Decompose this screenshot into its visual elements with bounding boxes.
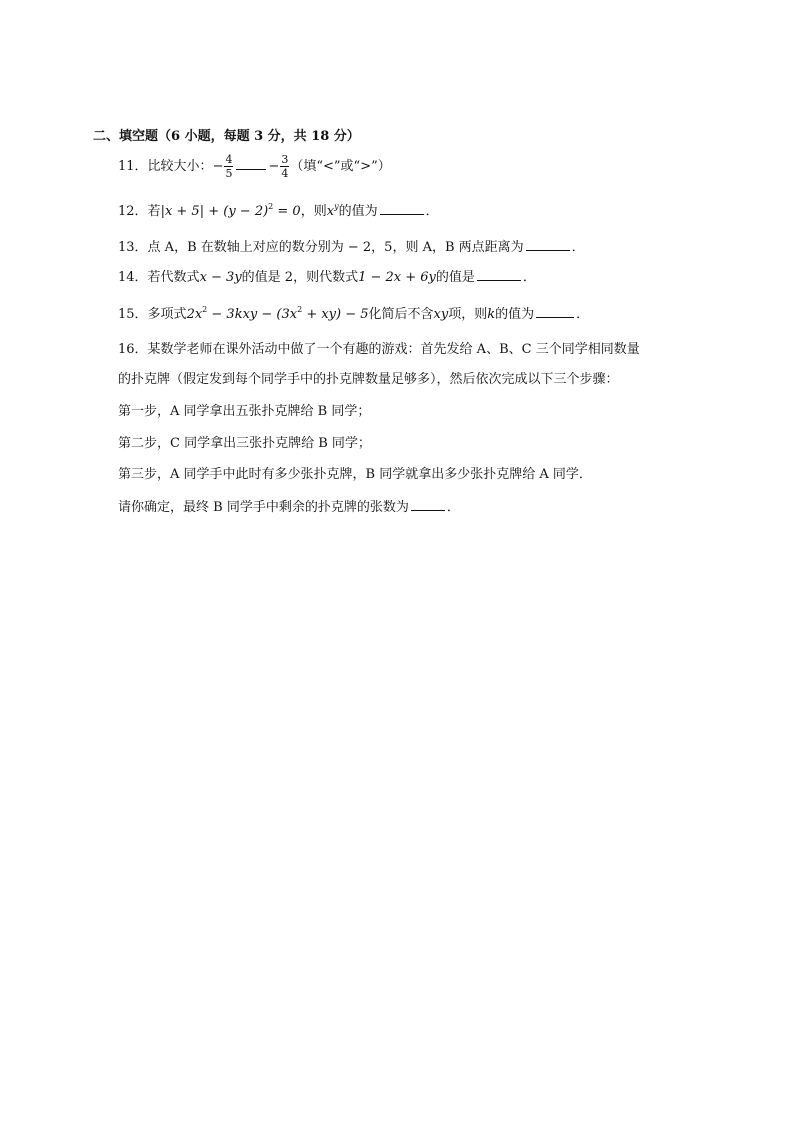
question-16-line-2: 的扑克牌（假定发到每个同学手中的扑克牌数量足够多），然后依次完成以下三个步骤： (118, 372, 619, 387)
question-16-step-3: 第三步，A 同学手中此时有多少张扑克牌，B 同学就拿出多少张扑克牌给 A 同学． (118, 467, 592, 482)
question-13: 13．点 A，B 在数轴上对应的数分别为 − 2，5，则 A，B 两点距离为 ． (118, 236, 585, 258)
question-16-final: 请你确定，最终 B 同学手中剩余的扑克牌的张数为 ． (118, 496, 460, 518)
question-14: 14．若代数式x − 3y的值是 2，则代数式1 − 2x + 6y的值是 ． (118, 266, 536, 288)
question-number: 11． (118, 159, 148, 174)
question-16-step-2: 第二步，C 同学拿出三张扑克牌给 B 同学； (118, 436, 371, 451)
question-number: 12． (118, 204, 148, 219)
fraction-three-fourths: $\frac{3}{4}$ (281, 153, 289, 180)
question-15: 15．多项式$2x^2 - 3kxy - (3x^2 + xy) - 5$化简后不含xy项，则k的值为 ． (118, 305, 590, 322)
question-number: 15． (118, 307, 148, 322)
question-number: 13． (118, 240, 148, 255)
answer-blank[interactable] (526, 236, 570, 251)
answer-blank[interactable] (236, 155, 266, 170)
question-12: 12．若$|x + 5| + (y - 2)^2 = 0$，则$x^y$的值为 ． (118, 202, 439, 219)
answer-blank[interactable] (536, 303, 574, 318)
answer-blank[interactable] (380, 200, 424, 215)
question-number: 16． (118, 342, 148, 357)
question-11: 11．比较大小：− $\frac{4}{5}$ − $\frac{3}{4}$ （填“<”或“>”） (118, 153, 391, 180)
section-heading: 二、填空题（6 小题，每题 3 分，共 18 分） (93, 129, 360, 144)
question-16-step-1: 第一步，A 同学拿出五张扑克牌给 B 同学； (118, 404, 371, 419)
question-16-line-1: 16．某数学老师在课外活动中做了一个有趣的游戏：首先发给 A、B、C 三个同学相同数量 (118, 342, 640, 357)
answer-blank[interactable] (411, 496, 445, 511)
question-number: 14． (118, 270, 148, 285)
fraction-four-fifths: $\frac{4}{5}$ (225, 153, 233, 180)
answer-blank[interactable] (477, 266, 521, 281)
